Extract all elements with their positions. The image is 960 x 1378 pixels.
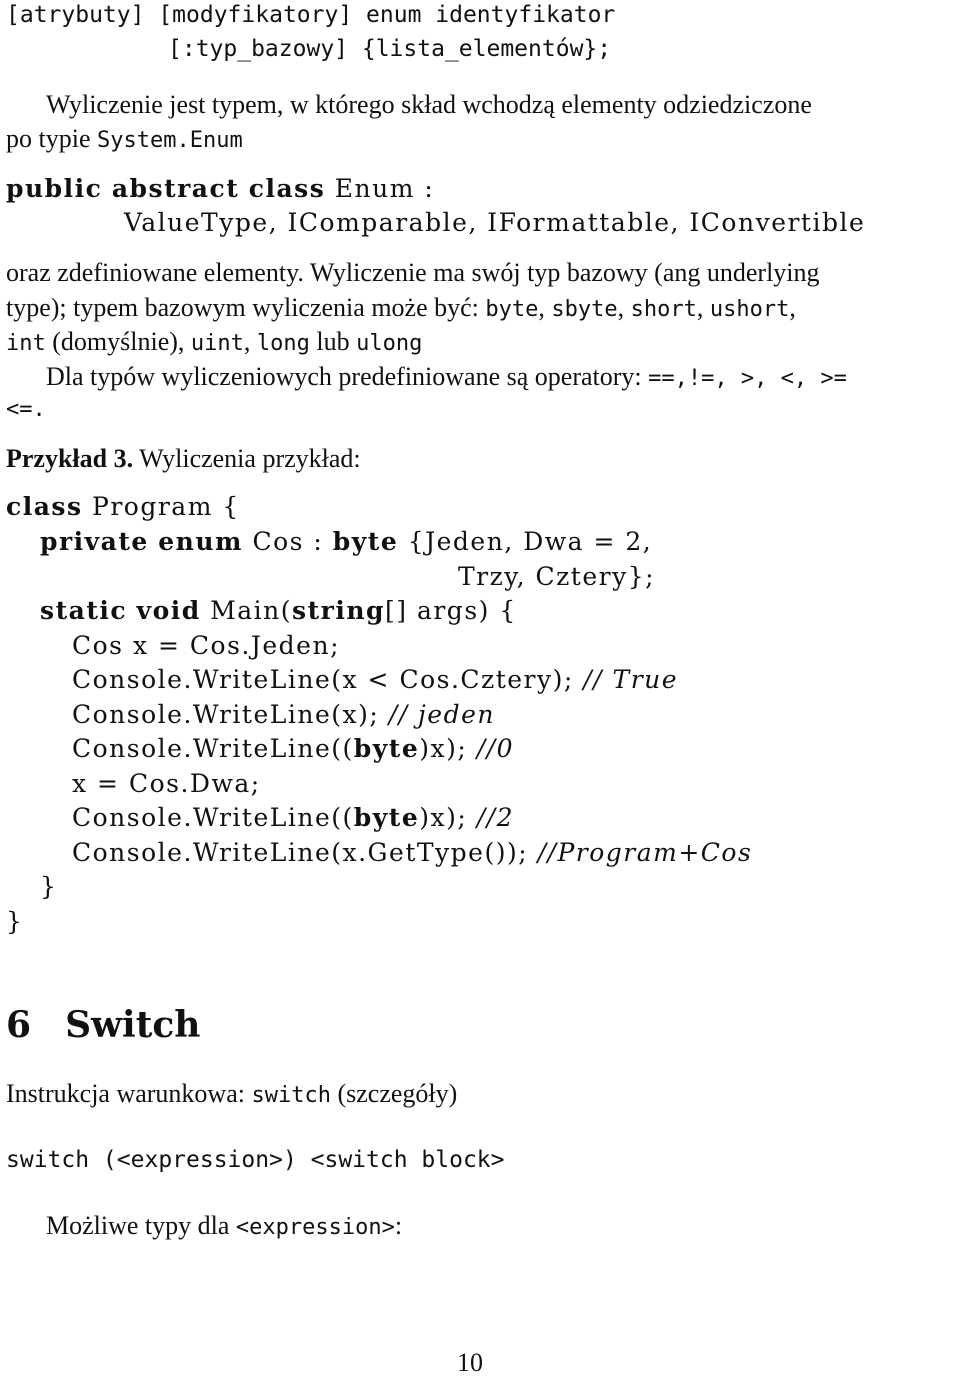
section-number: 6 — [6, 1004, 32, 1046]
text-fragment: (domyślnie), — [45, 327, 191, 356]
separator: , — [243, 327, 257, 356]
code-close-outer: } — [6, 907, 24, 936]
paragraph-operators-line-1 — [46, 362, 847, 392]
text-fragment: type); typem bazowym wyliczenia może być: — [6, 293, 486, 322]
type-byte: byte — [485, 297, 539, 322]
enum-declaration-line-1 — [6, 174, 434, 203]
keyword-private: private — [40, 527, 149, 556]
keyword-public: public — [6, 174, 103, 203]
keyword-byte: byte — [353, 803, 420, 832]
type-int: int — [6, 331, 46, 356]
code-fragment: Console.WriteLine(( — [72, 803, 354, 832]
code-line-2 — [40, 527, 652, 556]
text-fragment: Możliwe typy dla — [46, 1211, 236, 1240]
keyword-static: static — [40, 596, 128, 625]
code-comment: //Program+Cos — [537, 838, 753, 867]
code-fragment: [] args) { — [385, 596, 517, 625]
code-fragment: Main( — [200, 596, 293, 625]
switch-syntax: switch (<expression>) <switch block> — [6, 1147, 505, 1173]
code-line-4 — [40, 596, 517, 625]
enum-syntax-line-2: [:typ_bazowy] {lista_elementów}; — [168, 36, 612, 62]
enum-syntax-line-1: [atrybuty] [modyfikatory] enum identyfikator — [6, 2, 616, 28]
inline-code-expression: <expression> — [235, 1215, 395, 1240]
separator: , — [538, 293, 552, 322]
separator: , — [617, 293, 631, 322]
example-label: Przykład 3. — [6, 444, 134, 473]
keyword-byte: byte — [353, 734, 420, 763]
code-fragment: Console.WriteLine(x.GetType()); — [72, 838, 538, 867]
code-line-5: Cos x = Cos.Jeden; — [72, 631, 340, 660]
paragraph-enum-intro-line-1: Wyliczenie jest typem, w którego skład wchodzą elementy odziedziczone — [46, 90, 812, 119]
type-ulong: ulong — [356, 331, 423, 356]
code-comment: //2 — [476, 803, 514, 832]
keyword-void: void — [136, 596, 201, 625]
code-fragment: )x); — [419, 734, 477, 763]
type-ushort: ushort — [709, 297, 790, 322]
text-fragment: po typie — [6, 124, 97, 153]
keyword-class: class — [248, 174, 326, 203]
code-fragment: Program { — [82, 492, 240, 521]
type-sbyte: sbyte — [551, 297, 618, 322]
page-number: 10 — [457, 1348, 483, 1377]
code-line-11 — [72, 838, 752, 867]
paragraph-underlying-line-3 — [6, 327, 422, 357]
type-uint: uint — [190, 331, 244, 356]
example-heading — [6, 444, 361, 474]
code-line-6 — [72, 665, 678, 694]
paragraph-underlying-line-2: type); typem bazowym wyliczenia może być: byte, sbyte, short, ushort, — [6, 293, 796, 322]
example-text: Wyliczenia przykład: — [133, 444, 361, 473]
code-line-7 — [72, 700, 495, 729]
section-heading — [6, 1004, 200, 1046]
code-line-1 — [6, 492, 240, 521]
switch-paragraph — [6, 1079, 457, 1109]
paragraph-underlying-line-1: oraz zdefiniowane elementy. Wyliczenie ma swój typ bazowy (ang underlying — [6, 258, 820, 287]
keyword-byte: byte — [332, 527, 399, 556]
class-name: Enum : — [334, 174, 435, 203]
code-fragment: Console.WriteLine(( — [72, 734, 354, 763]
code-line-9: x = Cos.Dwa; — [72, 769, 261, 798]
text-fragment: (szczegóły) — [330, 1079, 458, 1108]
section-title: Switch — [65, 1004, 201, 1046]
code-line-3: Trzy, Cztery}; — [458, 562, 656, 591]
code-close-inner: } — [40, 872, 58, 901]
paragraph-enum-intro-line-2 — [6, 124, 243, 154]
paragraph-operators-line-2: <=. — [6, 397, 46, 422]
possible-types-line — [46, 1211, 402, 1241]
keyword-string: string — [292, 596, 385, 625]
keyword-class: class — [6, 492, 83, 521]
code-comment: // True — [583, 665, 679, 694]
code-line-10 — [72, 803, 514, 832]
code-fragment: {Jeden, Dwa = 2, — [398, 527, 653, 556]
code-line-8 — [72, 734, 514, 763]
enum-declaration-line-2: ValueType, IComparable, IFormattable, IConvertible — [124, 208, 866, 237]
keyword-abstract: abstract — [111, 174, 240, 203]
inline-code-system-enum: System.Enum — [97, 128, 243, 153]
code-comment: // jeden — [388, 700, 495, 729]
separator: , — [696, 293, 710, 322]
code-fragment: Cos : — [243, 527, 333, 556]
inline-code-switch: switch — [251, 1083, 331, 1108]
code-fragment: )x); — [419, 803, 477, 832]
keyword-enum: enum — [158, 527, 243, 556]
operators-list: ==,!=, >, <, >= — [648, 366, 847, 391]
type-short: short — [630, 297, 697, 322]
text-fragment: Dla typów wyliczeniowych predefiniowane są operatory: — [46, 362, 649, 391]
code-fragment: Console.WriteLine(x < Cos.Cztery); — [72, 665, 584, 694]
type-long: long — [256, 331, 310, 356]
text-fragment: : — [394, 1211, 403, 1240]
code-fragment: Console.WriteLine(x); — [72, 700, 389, 729]
code-comment: //0 — [476, 734, 514, 763]
text-fragment: lub — [309, 327, 357, 356]
text-fragment: Instrukcja warunkowa: — [6, 1079, 252, 1108]
